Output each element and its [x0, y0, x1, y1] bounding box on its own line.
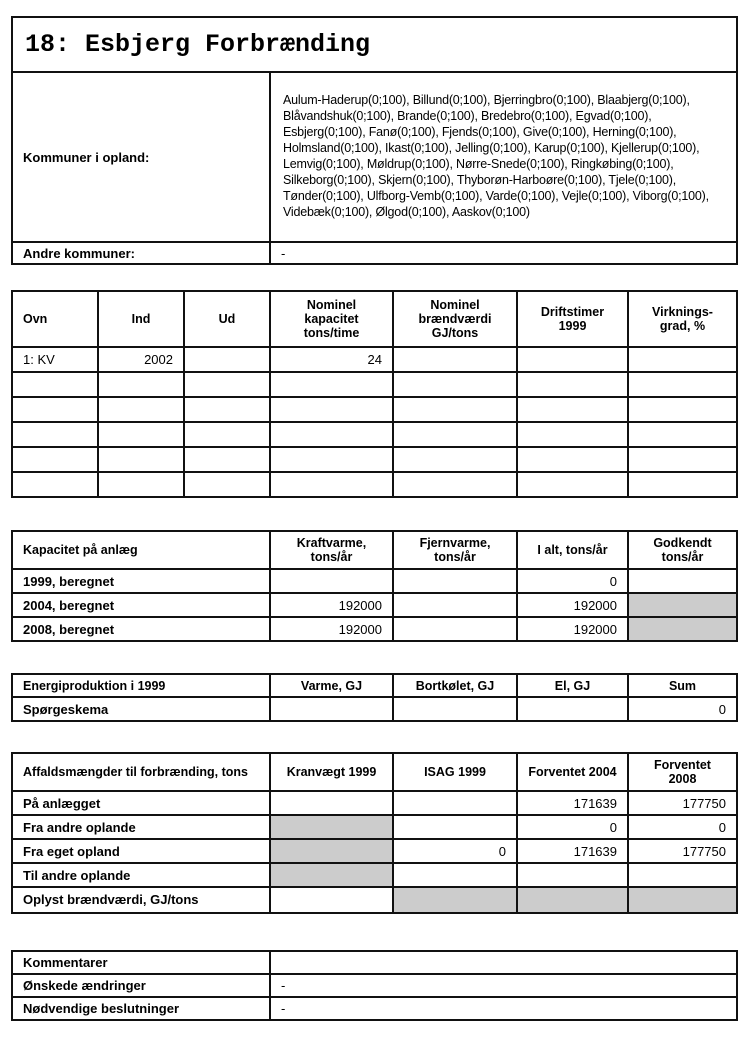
cell	[270, 791, 393, 815]
table-row	[12, 951, 737, 974]
shaded-cell	[393, 887, 517, 913]
col-header-nominel-kapacitet: Nominel kapacitet tons/time	[270, 291, 393, 347]
row-label: 2004, beregnet	[12, 593, 270, 617]
cell: 1: KV	[12, 347, 98, 372]
cell	[270, 372, 393, 397]
cell	[270, 447, 393, 472]
col-header-ind: Ind	[98, 291, 184, 347]
kommentarer-value	[270, 951, 737, 974]
cell	[12, 422, 98, 447]
affald-table	[11, 752, 738, 914]
cell	[393, 472, 517, 497]
table-row	[12, 997, 737, 1020]
cell	[517, 447, 628, 472]
col-header-i-alt: I alt, tons/år	[517, 531, 628, 569]
cell	[628, 347, 737, 372]
cell	[517, 422, 628, 447]
cell	[517, 347, 628, 372]
cell: 192000	[517, 617, 628, 641]
table-row	[12, 863, 737, 887]
table-row	[12, 593, 737, 617]
table-row	[12, 422, 737, 447]
table-row	[12, 839, 737, 863]
table-row	[12, 887, 737, 913]
cell	[98, 472, 184, 497]
cell	[98, 447, 184, 472]
row-label: 1999, beregnet	[12, 569, 270, 593]
cell	[270, 697, 393, 721]
cell	[393, 447, 517, 472]
cell	[628, 569, 737, 593]
table-row	[12, 472, 737, 497]
col-header-ovn: Ovn	[12, 291, 98, 347]
cell	[270, 887, 393, 913]
cell	[98, 422, 184, 447]
cell	[628, 372, 737, 397]
cell: 0	[393, 839, 517, 863]
row-label: 2008, beregnet	[12, 617, 270, 641]
cell	[12, 372, 98, 397]
cell	[517, 697, 628, 721]
cell	[628, 422, 737, 447]
cell	[393, 347, 517, 372]
shaded-cell	[628, 617, 737, 641]
col-header-ud: Ud	[184, 291, 270, 347]
cell	[12, 472, 98, 497]
shaded-cell	[517, 887, 628, 913]
col-header-bortkoelet: Bortkølet, GJ	[393, 674, 517, 697]
cell	[517, 372, 628, 397]
cell	[393, 593, 517, 617]
row-label: Fra andre oplande	[12, 815, 270, 839]
cell	[393, 617, 517, 641]
kommuner-label: Kommuner i opland:	[12, 72, 270, 242]
cell: 0	[628, 697, 737, 721]
cell	[393, 863, 517, 887]
header-table	[11, 16, 738, 265]
kommentarer-label: Kommentarer	[12, 951, 270, 974]
table-row	[12, 397, 737, 422]
cell	[628, 472, 737, 497]
kommentarer-table	[11, 950, 738, 1021]
col-header-kapacitet: Kapacitet på anlæg	[12, 531, 270, 569]
cell	[517, 397, 628, 422]
cell	[98, 372, 184, 397]
noedvendige-beslutninger-label: Nødvendige beslutninger	[12, 997, 270, 1020]
cell	[270, 569, 393, 593]
col-header-el: El, GJ	[517, 674, 628, 697]
andre-kommuner-value: -	[270, 242, 737, 264]
col-header-fjernvarme: Fjernvarme, tons/år	[393, 531, 517, 569]
noedvendige-beslutninger-value: -	[270, 997, 737, 1020]
kommuner-value: Aulum-Haderup(0;100), Billund(0;100), Bjerringbro(0;100), Blaabjerg(0;100), Blåvandshuk(0;100), Brande(0;100), Bredebro(0;100), Egvad(0;100), Esbjerg(0;100), Fanø(0;100), Fjends(0;100), Give(0;100), Herning(0;100), Holmsland(0;100), Ikast(0;100), Jelling(0;100), Karup(0;100), Kjellerup(0;100), Lemvig(0;100), Møldrup(0;100), Nørre-Snede(0;100), Ringkøbing(0;100), Silkeborg(0;100), Skjern(0;100), Thyborøn-Harboøre(0;100), Tjele(0;100), Tønder(0;100), Ulfborg-Vemb(0;100), Varde(0;100), Vejle(0;100), Viborg(0;100), Videbæk(0;100), Ølgod(0;100), Aaskov(0;100)	[270, 72, 737, 242]
page-title: 18: Esbjerg Forbrænding	[12, 17, 737, 72]
cell	[628, 397, 737, 422]
shaded-cell	[270, 863, 393, 887]
col-header-kranvaegt: Kranvægt 1999	[270, 753, 393, 791]
col-header-forventet-2008: Forventet 2008	[628, 753, 737, 791]
cell	[517, 863, 628, 887]
cell: 192000	[270, 593, 393, 617]
kapacitet-table	[11, 530, 738, 642]
col-header-isag: ISAG 1999	[393, 753, 517, 791]
col-header-kraftvarme: Kraftvarme, tons/år	[270, 531, 393, 569]
oenskede-aendringer-value: -	[270, 974, 737, 997]
col-header-energiproduktion: Energiproduktion i 1999	[12, 674, 270, 697]
col-header-nominel-braendvaerdi: Nominel brændværdi GJ/tons	[393, 291, 517, 347]
cell	[393, 569, 517, 593]
cell	[517, 472, 628, 497]
oenskede-aendringer-label: Ønskede ændringer	[12, 974, 270, 997]
cell: 0	[628, 815, 737, 839]
cell	[184, 372, 270, 397]
cell: 2002	[98, 347, 184, 372]
energi-table	[11, 673, 738, 722]
shaded-cell	[628, 887, 737, 913]
cell	[184, 447, 270, 472]
cell	[12, 447, 98, 472]
table-row	[12, 447, 737, 472]
col-header-godkendt: Godkendt tons/år	[628, 531, 737, 569]
table-row	[12, 347, 737, 372]
shaded-cell	[628, 593, 737, 617]
cell	[184, 472, 270, 497]
col-header-varme: Varme, GJ	[270, 674, 393, 697]
cell: 0	[517, 569, 628, 593]
cell	[393, 372, 517, 397]
col-header-affaldsmaengder: Affaldsmængder til forbrænding, tons	[12, 753, 270, 791]
col-header-sum: Sum	[628, 674, 737, 697]
cell: 177750	[628, 791, 737, 815]
cell	[628, 863, 737, 887]
cell: 24	[270, 347, 393, 372]
cell	[184, 347, 270, 372]
cell	[393, 697, 517, 721]
table-row	[12, 372, 737, 397]
cell	[393, 815, 517, 839]
col-header-driftstimer: Driftstimer 1999	[517, 291, 628, 347]
cell: 177750	[628, 839, 737, 863]
cell	[98, 397, 184, 422]
row-label: Spørgeskema	[12, 697, 270, 721]
row-label: Til andre oplande	[12, 863, 270, 887]
cell	[184, 397, 270, 422]
cell	[393, 422, 517, 447]
cell	[184, 422, 270, 447]
cell	[628, 447, 737, 472]
row-label: Oplyst brændværdi, GJ/tons	[12, 887, 270, 913]
shaded-cell	[270, 815, 393, 839]
table-row	[12, 569, 737, 593]
row-label: Fra eget opland	[12, 839, 270, 863]
cell	[270, 397, 393, 422]
cell	[393, 397, 517, 422]
cell: 0	[517, 815, 628, 839]
shaded-cell	[270, 839, 393, 863]
cell: 171639	[517, 839, 628, 863]
table-row	[12, 974, 737, 997]
table-row	[12, 791, 737, 815]
cell: 192000	[270, 617, 393, 641]
cell	[270, 472, 393, 497]
cell: 192000	[517, 593, 628, 617]
andre-kommuner-label: Andre kommuner:	[12, 242, 270, 264]
cell	[393, 791, 517, 815]
table-row	[12, 815, 737, 839]
col-header-forventet-2004: Forventet 2004	[517, 753, 628, 791]
table-row	[12, 617, 737, 641]
cell	[12, 397, 98, 422]
cell: 171639	[517, 791, 628, 815]
row-label: På anlægget	[12, 791, 270, 815]
ovne-table	[11, 290, 738, 498]
table-row	[12, 697, 737, 721]
cell	[270, 422, 393, 447]
col-header-virkningsgrad: Virknings-grad, %	[628, 291, 737, 347]
